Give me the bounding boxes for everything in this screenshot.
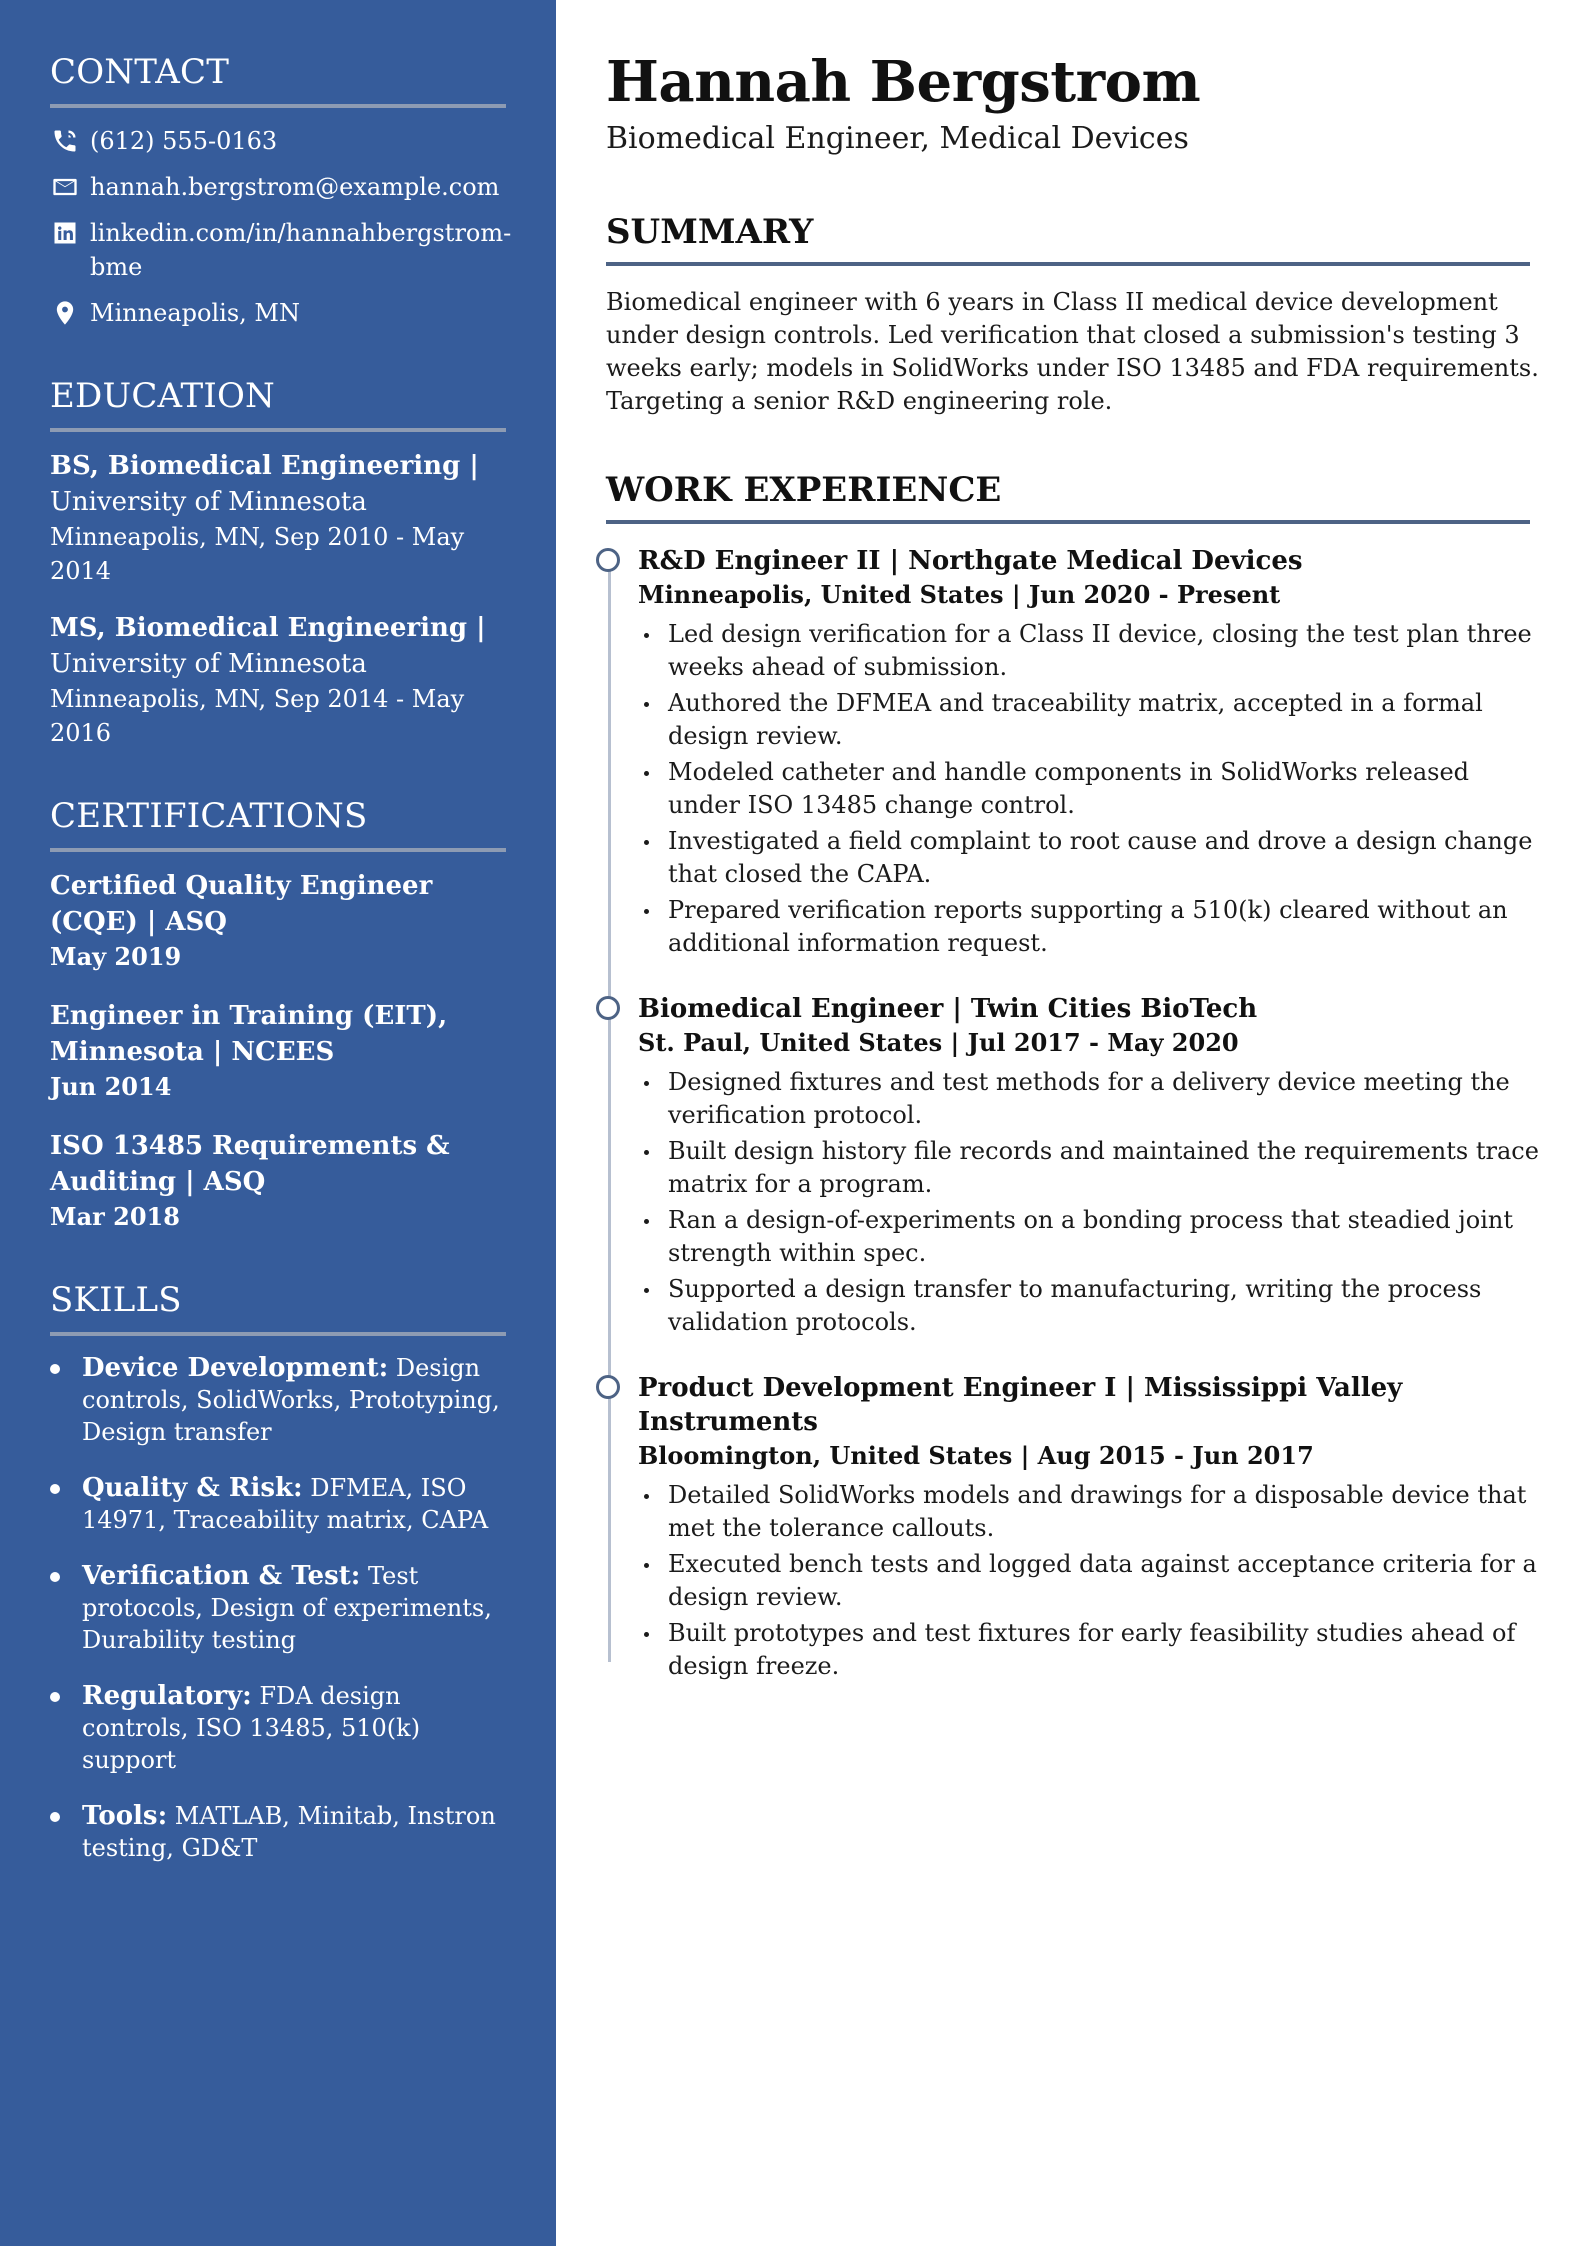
skill-text: Test protocols, Design of experiments, Durability testing xyxy=(82,1562,492,1654)
certification-date: Mar 2018 xyxy=(50,1202,180,1231)
education-degree: MS, Biomedical Engineering | xyxy=(50,613,486,643)
job-meta: Minneapolis, United States | Jun 2020 - Present xyxy=(638,580,1281,609)
summary-text: Biomedical engineer with 6 years in Class II medical device development under design controls. Led verification that closed a submission's testing 3 weeks early; models in SolidWorks under ISO 13485 and FDA requirements. Targeting a senior R&D engineering role. xyxy=(606,288,1539,415)
job-meta: Bloomington, United States | Aug 2015 - Jun 2017 xyxy=(638,1441,1314,1470)
certifications-heading: CERTIFICATIONS xyxy=(50,796,506,852)
job-bullet: Built prototypes and test fixtures for early feasibility studies ahead of design freeze. xyxy=(638,1617,1546,1683)
contact-location-text: Minneapolis, MN xyxy=(90,299,300,327)
timeline-dot-icon xyxy=(596,548,620,572)
education-degree: BS, Biomedical Engineering | xyxy=(50,451,479,481)
linkedin-icon xyxy=(50,216,80,250)
skill-item xyxy=(50,1800,510,1864)
contact-location xyxy=(50,296,506,330)
contact-heading: CONTACT xyxy=(50,52,506,108)
job-bullet: Ran a design-of-experiments on a bonding process that steadied joint strength within spec. xyxy=(638,1204,1546,1270)
job-bullet: Led design verification for a Class II device, closing the test plan three weeks ahead of submission. xyxy=(638,618,1546,684)
contact-phone-text: (612) 555-0163 xyxy=(90,127,278,155)
job-entry xyxy=(638,544,1546,960)
work-experience-section xyxy=(606,470,1546,1683)
job-bullet: Executed bench tests and logged data against acceptance criteria for a design review. xyxy=(638,1548,1546,1614)
work-experience-heading: WORK EXPERIENCE xyxy=(606,470,1530,524)
education-item xyxy=(50,610,506,750)
job-title: Biomedical Engineer | Twin Cities BioTech xyxy=(638,994,1258,1024)
certification-item xyxy=(50,998,506,1104)
candidate-role: Biomedical Engineer, Medical Devices xyxy=(606,121,1189,156)
job-bullets xyxy=(638,618,1546,960)
contact-linkedin-text: linkedin.com/in/hannahbergstrom-bme xyxy=(90,219,512,281)
skill-category: Regulatory: xyxy=(82,1681,252,1711)
job-bullet: Detailed SolidWorks models and drawings for a disposable device that met the tolerance callouts. xyxy=(638,1479,1546,1545)
certification-name: Engineer in Training (EIT), Minnesota | NCEES xyxy=(50,1001,448,1067)
education-school: University of Minnesota xyxy=(50,487,367,517)
certifications-section xyxy=(50,796,506,1234)
job-bullet: Built design history file records and maintained the requirements trace matrix for a program. xyxy=(638,1135,1546,1201)
skill-text: MATLAB, Minitab, Instron testing, GD&T xyxy=(82,1802,496,1862)
work-timeline xyxy=(606,544,1546,1683)
job-bullet: Investigated a field complaint to root cause and drove a design change that closed the CAPA. xyxy=(638,825,1546,891)
job-entry xyxy=(638,992,1546,1339)
contact-phone[interactable] xyxy=(50,124,506,158)
contact-email-text: hannah.bergstrom@example.com xyxy=(90,173,500,201)
contact-list xyxy=(50,124,512,330)
job-entry xyxy=(638,1371,1546,1683)
timeline-line xyxy=(608,562,611,1662)
certification-name: ISO 13485 Requirements & Auditing | ASQ xyxy=(50,1131,450,1197)
job-title: Product Development Engineer I | Mississippi Valley Instruments xyxy=(638,1373,1403,1437)
certification-item xyxy=(50,1128,506,1234)
education-section xyxy=(50,376,506,750)
sidebar xyxy=(0,0,556,2246)
education-school: University of Minnesota xyxy=(50,649,367,679)
job-bullet: Designed fixtures and test methods for a delivery device meeting the verification protocol. xyxy=(638,1066,1546,1132)
certification-date: May 2019 xyxy=(50,942,182,971)
certification-item xyxy=(50,868,506,974)
job-title: R&D Engineer II | Northgate Medical Devices xyxy=(638,546,1303,576)
job-bullets xyxy=(638,1479,1546,1683)
certification-date: Jun 2014 xyxy=(50,1072,172,1101)
education-heading: EDUCATION xyxy=(50,376,506,432)
contact-section xyxy=(50,52,512,330)
skill-text: Design controls, SolidWorks, Prototyping, Design transfer xyxy=(82,1354,500,1446)
skill-item xyxy=(50,1560,510,1656)
skill-category: Verification & Test: xyxy=(82,1561,361,1591)
job-bullet: Prepared verification reports supporting a 510(k) cleared without an additional information request. xyxy=(638,894,1546,960)
job-bullet: Authored the DFMEA and traceability matrix, accepted in a formal design review. xyxy=(638,687,1546,753)
certification-name: Certified Quality Engineer (CQE) | ASQ xyxy=(50,871,433,937)
email-icon xyxy=(50,170,80,204)
main-content xyxy=(606,50,1546,1715)
skill-item xyxy=(50,1352,510,1448)
education-meta: Minneapolis, MN, Sep 2010 - May 2014 xyxy=(50,523,465,585)
skills-section xyxy=(50,1280,506,1864)
job-bullet: Modeled catheter and handle components in SolidWorks released under ISO 13485 change control. xyxy=(638,756,1546,822)
summary-section xyxy=(606,212,1546,418)
skill-category: Quality & Risk: xyxy=(82,1473,303,1503)
job-bullet: Supported a design transfer to manufacturing, writing the process validation protocols. xyxy=(638,1273,1546,1339)
candidate-name: Hannah Bergstrom xyxy=(606,49,1201,115)
skills-list xyxy=(50,1352,506,1864)
contact-linkedin[interactable] xyxy=(50,216,512,284)
timeline-dot-icon xyxy=(596,996,620,1020)
skill-item xyxy=(50,1680,510,1776)
job-meta: St. Paul, United States | Jul 2017 - May 2020 xyxy=(638,1028,1239,1057)
phone-icon xyxy=(50,124,80,158)
skill-category: Tools: xyxy=(82,1801,168,1831)
skill-text: DFMEA, ISO 14971, Traceability matrix, CAPA xyxy=(82,1474,489,1534)
skill-category: Device Development: xyxy=(82,1353,389,1383)
job-bullets xyxy=(638,1066,1546,1339)
skills-heading: SKILLS xyxy=(50,1280,506,1336)
education-item xyxy=(50,448,506,588)
timeline-dot-icon xyxy=(596,1375,620,1399)
contact-email[interactable] xyxy=(50,170,506,204)
skill-item xyxy=(50,1472,510,1536)
skill-text: FDA design controls, ISO 13485, 510(k) support xyxy=(82,1682,421,1774)
education-meta: Minneapolis, MN, Sep 2014 - May 2016 xyxy=(50,685,465,747)
summary-heading: SUMMARY xyxy=(606,212,1530,266)
location-icon xyxy=(50,296,80,330)
